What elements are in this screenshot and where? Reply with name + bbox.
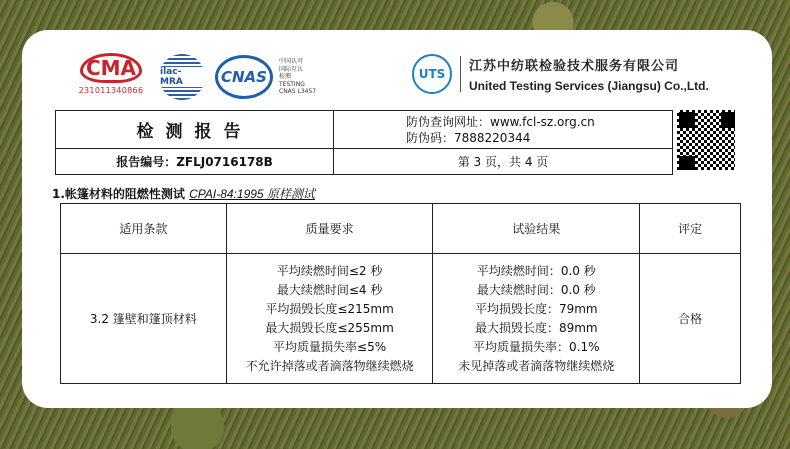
cell-clause: 3.2 篷壁和篷顶材料 [61,254,227,384]
requirement-line: 平均损毁长度≤215mm [265,301,394,316]
result-line: 平均损毁长度：79mm [474,301,598,316]
header-verdict: 评定 [640,204,741,254]
header-result: 试验结果 [433,204,640,254]
section-title-text: 1.帐篷材料的阻燃性测试 [52,187,190,201]
report-title: 检测报告 [56,111,334,149]
cell-results [433,254,640,384]
company-name-cn: 江苏中纺联检验技术服务有限公司 [469,59,680,74]
page-indicator: 第 3 页，共 4 页 [334,149,673,175]
results-table [60,203,741,384]
qr-code-icon [675,108,737,172]
uts-logo: UTS [412,54,452,94]
requirement-line: 最大损毁长度≤255mm [265,320,394,335]
certification-logos [77,52,316,102]
cnas-caption [279,58,316,96]
result-line: 最大损毁长度：89mm [474,320,598,335]
verify-code: 防伪码：7888220344 [406,130,531,145]
test-standard: CPAI-84:1995 原样测试 [189,187,315,201]
cnas-caption-line: 中国认可 [279,58,304,66]
cnas-caption-line: 国际互认 [279,65,304,73]
cnas-caption-line: 检测 [279,73,292,81]
requirement-line: 不允许掉落或者滴落物继续燃烧 [245,358,414,373]
report-card [22,30,772,408]
requirement-line: 最大续燃时间≤4 秒 [276,282,383,297]
verify-site: 防伪查询网址：www.fcl-sz.org.cn [406,114,595,129]
table-header-row [61,204,741,254]
cnas-logo: CNAS [215,55,273,99]
requirement-line: 平均续燃时间≤2 秒 [276,263,383,278]
header-clause: 适用条款 [61,204,227,254]
verification-info [334,111,673,149]
result-line: 平均质量损失率：0.1% [473,339,600,354]
cell-verdict: 合格 [640,254,741,384]
cnas-caption-line: TESTING [279,80,305,88]
result-line: 最大续燃时间：0.0 秒 [476,282,596,297]
cell-requirements [226,254,433,384]
header-requirement: 质量要求 [226,204,433,254]
cma-number: 231011340866 [78,86,144,95]
company-brand [412,54,709,94]
report-number: 报告编号：ZFLJ0716178B [56,149,334,175]
cnas-caption-line: CNAS L3457 [279,88,317,96]
brand-divider [460,56,461,92]
result-line: 未见掉落或者滴落物继续燃烧 [458,358,615,373]
result-line: 平均续燃时间：0.0 秒 [476,263,596,278]
ilac-mra-text: ilac-MRA [159,67,205,87]
cma-mark: CMA [80,53,142,83]
requirement-line: 平均质量损失率≤5% [273,339,387,354]
section-title [52,185,315,202]
table-row [61,254,741,384]
ilac-mra-logo [159,54,205,100]
cma-logo [77,53,145,101]
company-name-en: United Testing Services (Jiangsu) Co.,Ltd. [469,79,709,93]
report-header-table [55,110,673,175]
